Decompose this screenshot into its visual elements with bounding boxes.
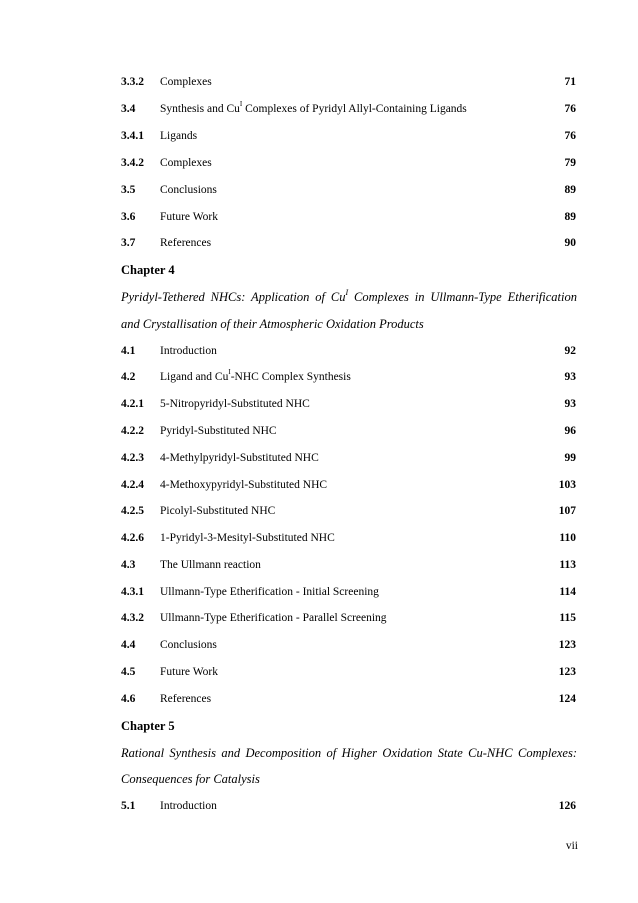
subtitle-part: Complexes in Ullmann-Type Etherification [348,290,577,304]
section-title: The Ullmann reaction [160,559,261,571]
section-title: Ullmann-Type Etherification - Initial Screening [160,586,379,598]
toc-entry-5-1 [121,798,576,814]
section-title: References [160,693,212,705]
title-part: Complexes of Pyridyl Allyl-Containing Ligands [242,103,467,115]
page-number: 76 [564,130,576,142]
page-number: 123 [558,639,576,651]
section-title: 5-Nitropyridyl-Substituted NHC [160,398,310,410]
toc-entry-3-5 [121,182,576,198]
page-number: 124 [558,693,576,705]
section-number: 5.1 [121,800,136,812]
toc-entry-4-3-1 [121,584,576,600]
section-title: Ullmann-Type Etherification - Parallel Screening [160,612,387,624]
toc-entry-4-2-5 [121,503,576,519]
toc-entry-4-2-2 [121,423,576,439]
section-title: Ligands [160,130,198,142]
page-number: 90 [564,237,576,249]
toc-entry-4-2-4 [121,477,576,493]
toc-entry-4-6 [121,691,576,707]
toc-entry-4-2-6 [121,530,576,546]
page-number: 103 [558,479,576,491]
toc-entry-3-6 [121,209,576,225]
page-number: 76 [564,103,576,115]
toc-entry-3-3-2 [121,74,576,90]
section-title: Picolyl-Substituted NHC [160,505,276,517]
section-number: 4.3.1 [121,586,144,598]
toc-entry-4-2-1 [121,396,576,412]
chapter-4-subtitle-line-1 [121,289,577,305]
section-number: 3.3.2 [121,76,144,88]
section-title [160,101,467,117]
section-title: Conclusions [160,639,217,651]
section-title: 1-Pyridyl-3-Mesityl-Substituted NHC [160,532,335,544]
chapter-5-subtitle-line-1: Rational Synthesis and Decomposition of Higher Oxidation State Cu-NHC Complexes: [121,746,577,760]
page-number: 110 [559,532,576,544]
page-number: 89 [564,184,576,196]
page-number: 71 [564,76,576,88]
subtitle-part: Pyridyl-Tethered NHCs: Application of Cu [121,290,346,304]
toc-entry-3-7 [121,235,576,251]
section-number: 4.2.1 [121,398,144,410]
oxidation-state-superscript: I [345,287,349,297]
section-title: Complexes [160,157,212,169]
oxidation-state-superscript: I [228,368,231,377]
toc-entry-4-2 [121,369,576,385]
page-number: 93 [564,398,576,410]
page-folio: vii [565,840,578,852]
section-title: Introduction [160,800,217,812]
page-number: 114 [559,586,576,598]
toc-entry-4-3 [121,557,576,573]
toc-entry-3-4-1 [121,128,576,144]
toc-entry-4-3-2 [121,610,576,626]
section-number: 4.2.4 [121,479,144,491]
section-number: 3.4.1 [121,130,144,142]
section-number: 4.6 [121,693,136,705]
toc-entry-3-4 [121,101,576,117]
section-number: 4.2.6 [121,532,144,544]
toc-entry-4-2-3 [121,450,576,466]
section-number: 4.2.5 [121,505,144,517]
page-number: 126 [558,800,576,812]
section-title: Introduction [160,345,217,357]
section-number: 4.1 [121,345,136,357]
section-title [160,369,351,385]
chapter-4-subtitle-line-2: and Crystallisation of their Atmospheric Oxidation Products [121,317,424,331]
page-number: 107 [558,505,576,517]
page-number: 93 [564,371,576,383]
page-number: 92 [564,345,576,357]
section-title: Future Work [160,666,218,678]
chapter-5-heading: Chapter 5 [121,719,175,733]
chapter-4-heading: Chapter 4 [121,263,175,277]
section-number: 4.2 [121,371,136,383]
title-part: Ligand and Cu [160,371,229,383]
page-number: 123 [558,666,576,678]
title-part: Synthesis and Cu [160,103,240,115]
title-part: -NHC Complex Synthesis [230,371,351,383]
section-title: References [160,237,212,249]
toc-entry-3-4-2 [121,155,576,171]
section-number: 3.4 [121,103,136,115]
page-number: 89 [564,211,576,223]
section-number: 4.5 [121,666,136,678]
section-number: 4.2.3 [121,452,144,464]
section-title: 4-Methylpyridyl-Substituted NHC [160,452,319,464]
section-title: Complexes [160,76,212,88]
page-number: 115 [559,612,576,624]
oxidation-state-superscript: I [239,100,243,109]
section-number: 4.4 [121,639,136,651]
page-number: 113 [559,559,576,571]
section-number: 3.5 [121,184,136,196]
section-title: Pyridyl-Substituted NHC [160,425,277,437]
toc-entry-4-1 [121,343,576,359]
chapter-5-subtitle-line-2: Consequences for Catalysis [121,772,260,786]
section-number: 4.3 [121,559,136,571]
section-number: 3.6 [121,211,136,223]
page-number: 79 [564,157,576,169]
page-number: 96 [564,425,576,437]
section-title: Future Work [160,211,218,223]
section-number: 3.7 [121,237,136,249]
section-number: 3.4.2 [121,157,144,169]
section-title: Conclusions [160,184,217,196]
page-number: 99 [564,452,576,464]
toc-entry-4-5 [121,664,576,680]
section-title: 4-Methoxypyridyl-Substituted NHC [160,479,328,491]
section-number: 4.2.2 [121,425,144,437]
toc-entry-4-4 [121,637,576,653]
section-number: 4.3.2 [121,612,144,624]
